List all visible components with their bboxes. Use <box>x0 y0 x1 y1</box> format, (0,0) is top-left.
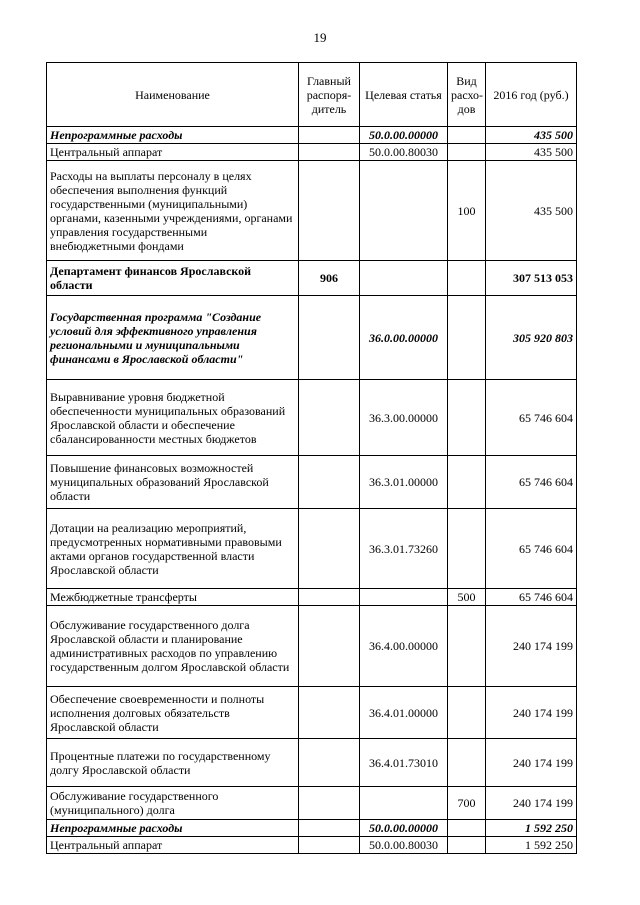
row-admin <box>299 589 360 606</box>
row-target <box>360 787 448 820</box>
table-header-row <box>47 63 577 127</box>
row-target: 36.3.01.73260 <box>360 509 448 589</box>
row-name: Расходы на выплаты персоналу в целях обеспечения выполнения функций государственными (муниципальными) органами, казенными учреждениями, органами управления государственными внебюджетными фондами <box>47 161 299 261</box>
row-amount: 1 592 250 <box>486 837 577 854</box>
row-admin <box>299 456 360 509</box>
row-name: Повышение финансовых возможностей муниципальных образований Ярославской области <box>47 456 299 509</box>
row-type <box>448 687 486 739</box>
header-name: Наименование <box>47 63 299 127</box>
header-target: Целевая статья <box>360 63 448 127</box>
table-row <box>47 589 577 606</box>
table-row <box>47 456 577 509</box>
row-type <box>448 837 486 854</box>
row-name: Центральный аппарат <box>47 837 299 854</box>
table-row <box>47 687 577 739</box>
table-row <box>47 739 577 787</box>
row-target: 36.0.00.00000 <box>360 296 448 380</box>
row-amount: 65 746 604 <box>486 380 577 456</box>
row-name: Выравнивание уровня бюджетной обеспеченности муниципальных образований Ярославской области и обеспечение сбалансированности местных бюджетов <box>47 380 299 456</box>
row-type <box>448 380 486 456</box>
row-amount: 305 920 803 <box>486 296 577 380</box>
row-amount: 435 500 <box>486 127 577 144</box>
row-type <box>448 127 486 144</box>
row-target: 50.0.00.00000 <box>360 127 448 144</box>
row-type <box>448 261 486 296</box>
row-target: 50.0.00.00000 <box>360 820 448 837</box>
row-admin <box>299 296 360 380</box>
table-row <box>47 127 577 144</box>
row-name: Непрограммные расходы <box>47 127 299 144</box>
row-amount: 435 500 <box>486 144 577 161</box>
row-type <box>448 739 486 787</box>
row-target: 36.3.00.00000 <box>360 380 448 456</box>
row-name: Процентные платежи по государственному долгу Ярославской области <box>47 739 299 787</box>
row-amount: 240 174 199 <box>486 739 577 787</box>
row-target <box>360 589 448 606</box>
row-admin: 906 <box>299 261 360 296</box>
table-row <box>47 161 577 261</box>
row-target: 36.3.01.00000 <box>360 456 448 509</box>
row-target <box>360 261 448 296</box>
row-name: Центральный аппарат <box>47 144 299 161</box>
row-amount: 240 174 199 <box>486 606 577 687</box>
table-row <box>47 296 577 380</box>
row-type: 100 <box>448 161 486 261</box>
row-name: Обслуживание государственного (муниципального) долга <box>47 787 299 820</box>
row-amount: 65 746 604 <box>486 456 577 509</box>
table-row <box>47 261 577 296</box>
row-type <box>448 296 486 380</box>
table-row <box>47 820 577 837</box>
header-amount: 2016 год (руб.) <box>486 63 577 127</box>
row-target: 50.0.00.80030 <box>360 144 448 161</box>
row-admin <box>299 820 360 837</box>
row-target <box>360 161 448 261</box>
row-admin <box>299 687 360 739</box>
row-target: 36.4.01.00000 <box>360 687 448 739</box>
row-admin <box>299 161 360 261</box>
table-row <box>47 144 577 161</box>
row-type: 500 <box>448 589 486 606</box>
row-name: Обеспечение своевременности и полноты исполнения долговых обязательств Ярославской области <box>47 687 299 739</box>
table-row <box>47 837 577 854</box>
row-amount: 435 500 <box>486 161 577 261</box>
row-admin <box>299 606 360 687</box>
row-admin <box>299 739 360 787</box>
row-admin <box>299 144 360 161</box>
budget-table <box>46 62 577 854</box>
row-type: 700 <box>448 787 486 820</box>
row-target: 50.0.00.80030 <box>360 837 448 854</box>
row-admin <box>299 787 360 820</box>
row-amount: 1 592 250 <box>486 820 577 837</box>
row-type <box>448 456 486 509</box>
row-name: Департамент финансов Ярославской области <box>47 261 299 296</box>
row-name: Непрограммные расходы <box>47 820 299 837</box>
table-row <box>47 787 577 820</box>
table-row <box>47 380 577 456</box>
row-amount: 65 746 604 <box>486 509 577 589</box>
header-type: Вид расхо-дов <box>448 63 486 127</box>
table-row <box>47 606 577 687</box>
row-type <box>448 606 486 687</box>
table-row <box>47 509 577 589</box>
row-type <box>448 820 486 837</box>
page-number: 19 <box>313 30 327 45</box>
row-admin <box>299 509 360 589</box>
row-type <box>448 509 486 589</box>
row-name: Государственная программа "Создание условий для эффективного управления региональными и муниципальными финансами в Ярославской области" <box>47 296 299 380</box>
row-amount: 65 746 604 <box>486 589 577 606</box>
row-amount: 307 513 053 <box>486 261 577 296</box>
row-admin <box>299 837 360 854</box>
row-amount: 240 174 199 <box>486 787 577 820</box>
row-amount: 240 174 199 <box>486 687 577 739</box>
row-name: Межбюджетные трансферты <box>47 589 299 606</box>
row-admin <box>299 380 360 456</box>
row-name: Обслуживание государственного долга Ярославской области и планирование административных расходов по управлению государственным долгом Ярославской области <box>47 606 299 687</box>
row-target: 36.4.01.73010 <box>360 739 448 787</box>
row-target: 36.4.00.00000 <box>360 606 448 687</box>
row-name: Дотации на реализацию мероприятий, предусмотренных нормативными правовыми актами органов государственной власти Ярославской области <box>47 509 299 589</box>
header-admin: Главный распоря-дитель <box>299 63 360 127</box>
row-type <box>448 144 486 161</box>
row-admin <box>299 127 360 144</box>
